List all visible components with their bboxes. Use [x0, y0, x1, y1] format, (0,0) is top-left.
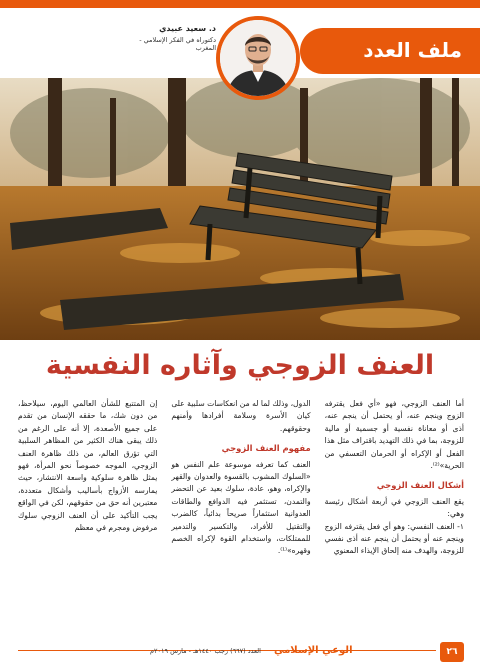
paragraph: إن المتتبع للشأن العالمي اليوم، سيلاحظ، من دون شك، ما حققه الإنسان من تقدم على جميع الأصعدة، إلا أنه على الرغم من ذلك يبقى هناك الكثير من المظاهر السلبية التي تؤرق العالم، من ذلك ظاهرة العنف الزوجي، الموجه خصوصاً نحو المرأة، فهو يمثل ظاهرة سلوكية واسعة الانتشار، حيث يمارسه الأزواج بأساليب وأشكال متعددة، معتبرين أنه حق من حقوقهم، لكن في الواقع يجب التأكيد على أن العنف الزوجي سلوك مرفوض ومجرم في معظم — [18, 399, 158, 533]
author-portrait-icon — [220, 20, 296, 96]
paragraph: ١- العنف النفسي: وهو أي فعل يقترفه الزوج وينجم عنه أو يحتمل أن ينجم عنه أذى نفسي للزوجة، والهدف منه إلحاق الإيذاء المعنوي — [324, 521, 464, 556]
section-title: ملف العدد — [363, 38, 462, 62]
park-bench-photo-icon — [0, 78, 480, 340]
article-column-1 — [18, 398, 157, 626]
article-body — [18, 398, 464, 626]
header-accent-band — [0, 0, 480, 8]
issue-info: العدد (٦٦٧) رجب ١٤٤٠هـ - مارس ٢٠١٩م — [150, 647, 261, 655]
paragraph: يقع العنف الزوجي في أربعة أشكال رئيسة وهي: — [324, 496, 464, 519]
hero-image — [0, 78, 480, 340]
author-photo — [216, 16, 300, 100]
paragraph: أما العنف الزوجي، فهو «أي فعل يقترفه الزوج وينجم عنه، أو يحتمل أن ينجم عنه، أذى أو معاناة نفسية أو جسمية أو مالية للزوجة، بما في ذلك التهديد باقتراف مثل هذا الفعل أو الإكراه أو الحرمان التعسفي من الحرية»⁽²⁾. — [324, 399, 464, 471]
page-number: ٢٦ — [440, 642, 464, 662]
magazine-logo: الوعي الإسلامي — [274, 645, 353, 656]
paragraph: العنف كما تعرفه موسوعة علم النفس هو «السلوك المشوب بالقسوة والعدوان والقهر والإكراه، وهو، عادة، سلوك بعيد عن التحضر والتمدن، تستثمر فيه الدوافع والطاقات العدوانية استثماراً صريحاً بدائياً، كالضرب والتقتيل للأفراد، والتكسير والتدمير للممتلكات، واستخدام القوة لإكراه الخصم وقهره»⁽¹⁾. — [171, 459, 311, 556]
author-name: د. سعيد عبيدي — [159, 24, 216, 33]
article-column-3 — [325, 398, 464, 626]
author-block — [118, 24, 216, 52]
article-column-2 — [171, 398, 310, 626]
article-title: العنف الزوجي وآثاره النفسية — [45, 350, 435, 381]
section-heading: أشكال العنف الزوجي — [376, 480, 464, 491]
section-heading: مفهوم العنف الزوجي — [221, 443, 311, 454]
author-role: دكتوراه في الفكر الإسلامي - المغرب — [139, 36, 216, 52]
paragraph: الدول، وذلك لما له من انعكاسات سلبية على كيان الأسرة وسلامة أفرادها وأمنهم وحقوقهم. — [171, 399, 311, 433]
